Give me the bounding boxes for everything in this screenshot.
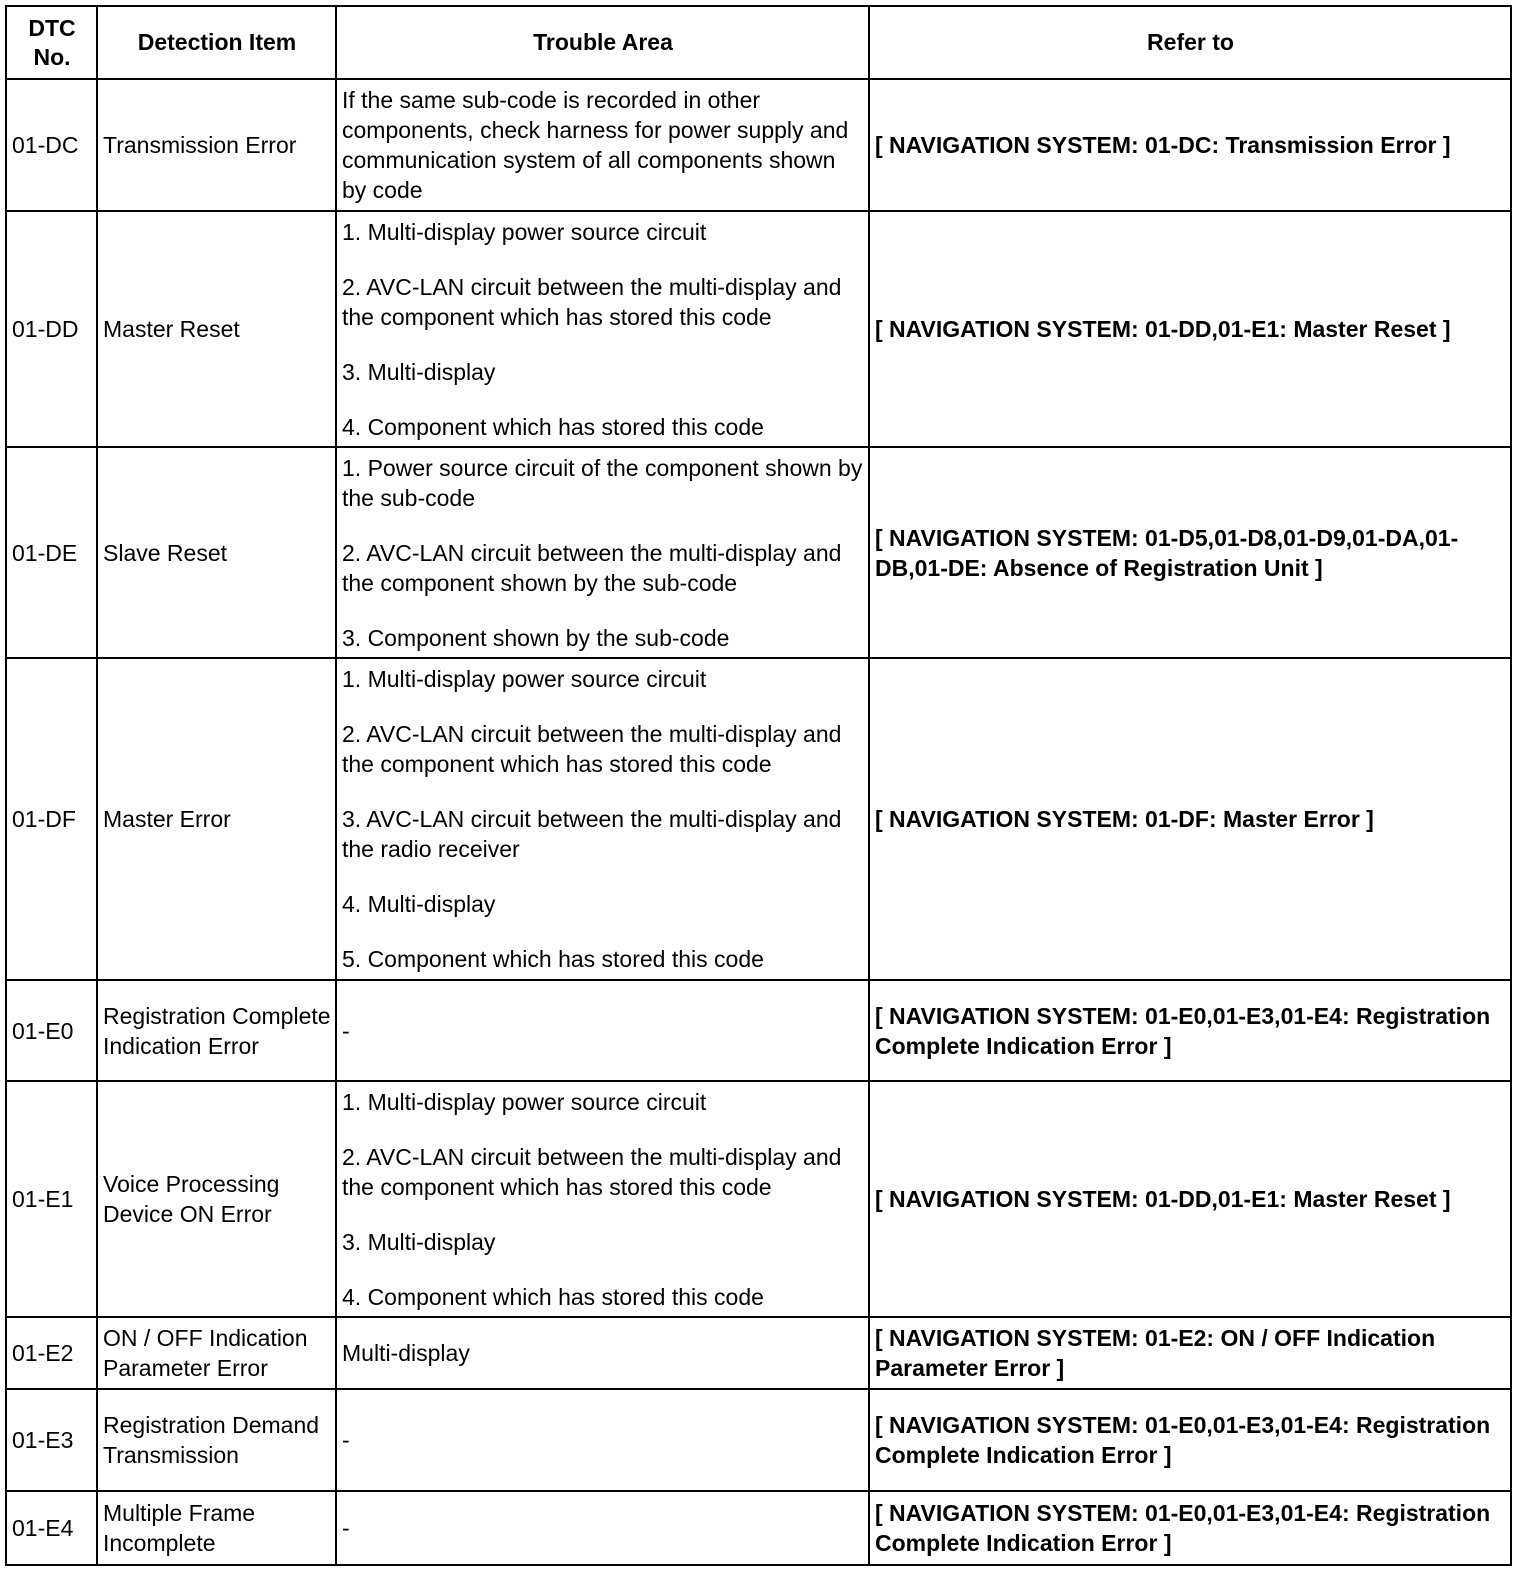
refer-to-link[interactable]: [ NAVIGATION SYSTEM: 01-DD,01-E1: Master Reset ]	[869, 1081, 1511, 1317]
trouble-area-cell	[336, 211, 869, 447]
trouble-area-item: Multi-display	[342, 1340, 470, 1366]
trouble-area-item: 1. Multi-display power source circuit	[342, 1088, 707, 1115]
table-row	[6, 1081, 1511, 1317]
header-refer-to: Refer to	[869, 6, 1511, 79]
trouble-area-cell	[336, 980, 869, 1081]
table-body	[6, 79, 1511, 1565]
table-row	[6, 658, 1511, 980]
trouble-area-item: 2. AVC-LAN circuit between the multi-display and the component which has stored this code	[342, 273, 842, 330]
detection-item-cell: Master Reset	[97, 211, 336, 447]
refer-to-link[interactable]: [ NAVIGATION SYSTEM: 01-E0,01-E3,01-E4: Registration Complete Indication Error ]	[869, 980, 1511, 1081]
detection-item-cell: Registration Complete Indication Error	[97, 980, 336, 1081]
detection-item-cell: Transmission Error	[97, 79, 336, 211]
table-header-row	[6, 6, 1511, 79]
dtc-code-cell: 01-E4	[6, 1491, 97, 1565]
trouble-area-item: 4. Multi-display	[342, 891, 496, 917]
detection-item-cell: Voice Processing Device ON Error	[97, 1081, 336, 1317]
dtc-code-cell: 01-DC	[6, 79, 97, 211]
trouble-area-cell	[336, 1081, 869, 1317]
detection-item-cell: Master Error	[97, 658, 336, 980]
detection-item-cell: Registration Demand Transmission	[97, 1389, 336, 1491]
trouble-area-item: 3. AVC-LAN circuit between the multi-display and the radio receiver	[342, 806, 842, 862]
trouble-area-item: 1. Power source circuit of the component shown by the sub-code	[342, 454, 863, 511]
trouble-area-cell	[336, 447, 869, 658]
trouble-area-item: 4. Component which has stored this code	[342, 413, 764, 440]
dtc-code-cell: 01-E3	[6, 1389, 97, 1491]
trouble-area-item: 3. Multi-display	[342, 358, 496, 385]
refer-to-link[interactable]: [ NAVIGATION SYSTEM: 01-DF: Master Error ]	[869, 658, 1511, 980]
trouble-area-cell	[336, 79, 869, 211]
dtc-table-container	[5, 5, 1512, 1566]
trouble-area-item: 1. Multi-display power source circuit	[342, 666, 707, 692]
dtc-code-cell: 01-DE	[6, 447, 97, 658]
dtc-code-cell: 01-DD	[6, 211, 97, 447]
table-row	[6, 1317, 1511, 1389]
trouble-area-item: 2. AVC-LAN circuit between the multi-display and the component which has stored this code	[342, 1143, 842, 1200]
trouble-area-cell	[336, 658, 869, 980]
refer-to-link[interactable]: [ NAVIGATION SYSTEM: 01-E2: ON / OFF Indication Parameter Error ]	[869, 1317, 1511, 1389]
trouble-area-item: 3. Component shown by the sub-code	[342, 624, 730, 651]
trouble-area-cell	[336, 1491, 869, 1565]
trouble-area-item: -	[342, 1515, 350, 1541]
detection-item-cell: Multiple Frame Incomplete	[97, 1491, 336, 1565]
table-row	[6, 211, 1511, 447]
trouble-area-cell	[336, 1317, 869, 1389]
header-detection-item: Detection Item	[97, 6, 336, 79]
table-row	[6, 1389, 1511, 1491]
detection-item-cell: Slave Reset	[97, 447, 336, 658]
header-dtc-no: DTC No.	[6, 6, 97, 79]
dtc-code-cell: 01-E1	[6, 1081, 97, 1317]
refer-to-link[interactable]: [ NAVIGATION SYSTEM: 01-DD,01-E1: Master Reset ]	[869, 211, 1511, 447]
refer-to-link[interactable]: [ NAVIGATION SYSTEM: 01-E0,01-E3,01-E4: Registration Complete Indication Error ]	[869, 1491, 1511, 1565]
dtc-code-cell: 01-E2	[6, 1317, 97, 1389]
trouble-area-item: 4. Component which has stored this code	[342, 1283, 764, 1310]
refer-to-link[interactable]: [ NAVIGATION SYSTEM: 01-DC: Transmission Error ]	[869, 79, 1511, 211]
table-row	[6, 1491, 1511, 1565]
dtc-code-cell: 01-DF	[6, 658, 97, 980]
table-row	[6, 79, 1511, 211]
table-row	[6, 447, 1511, 658]
refer-to-link[interactable]: [ NAVIGATION SYSTEM: 01-D5,01-D8,01-D9,01-DA,01-DB,01-DE: Absence of Registration Unit ]	[869, 447, 1511, 658]
table-row	[6, 980, 1511, 1081]
trouble-area-item: If the same sub-code is recorded in other components, check harness for power supply and communication system of all components shown by code	[342, 87, 849, 203]
trouble-area-item: 5. Component which has stored this code	[342, 946, 764, 972]
trouble-area-cell	[336, 1389, 869, 1491]
trouble-area-item: -	[342, 1427, 350, 1453]
trouble-area-item: 1. Multi-display power source circuit	[342, 218, 707, 245]
dtc-code-cell: 01-E0	[6, 980, 97, 1081]
trouble-area-item: 2. AVC-LAN circuit between the multi-display and the component which has stored this code	[342, 721, 842, 777]
detection-item-cell: ON / OFF Indication Parameter Error	[97, 1317, 336, 1389]
header-trouble-area: Trouble Area	[336, 6, 869, 79]
trouble-area-item: 3. Multi-display	[342, 1228, 496, 1255]
trouble-area-item: 2. AVC-LAN circuit between the multi-display and the component shown by the sub-code	[342, 539, 842, 596]
refer-to-link[interactable]: [ NAVIGATION SYSTEM: 01-E0,01-E3,01-E4: Registration Complete Indication Error ]	[869, 1389, 1511, 1491]
dtc-table	[5, 5, 1512, 1566]
trouble-area-item: -	[342, 1017, 350, 1044]
